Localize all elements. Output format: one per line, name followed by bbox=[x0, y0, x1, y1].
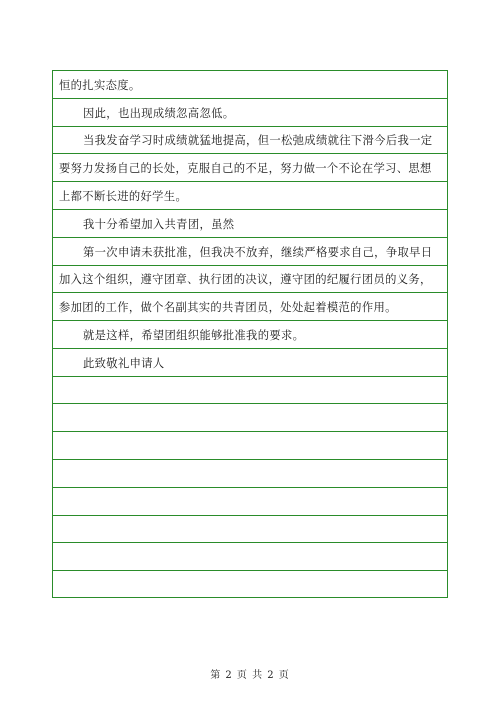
ruled-line bbox=[53, 516, 447, 544]
body-text-line: 参加团的工作，做个名副其实的共青团员，处处起着模范的作用。 bbox=[59, 301, 397, 315]
body-text-line: 因此，也出现成绩忽高忽低。 bbox=[83, 106, 235, 120]
ruled-line bbox=[53, 99, 447, 127]
ruled-line bbox=[53, 127, 447, 155]
page-number-footer: 第 2 页 共 2 页 bbox=[210, 670, 290, 681]
ruled-line bbox=[53, 377, 447, 405]
body-text-line: 当我发奋学习时成绩就猛地提高，但一松弛成绩就往下滑今后我一定 bbox=[83, 134, 433, 148]
body-text-line: 此致敬礼申请人 bbox=[83, 356, 165, 370]
ruled-line bbox=[53, 349, 447, 377]
ruled-line bbox=[53, 404, 447, 432]
ruled-line bbox=[53, 71, 447, 99]
body-text-line: 第一次申请未获批准，但我决不放弃，继续严格要求自己，争取早日 bbox=[83, 245, 433, 259]
body-text-line: 要努力发扬自己的长处，克服自己的不足，努力做一个不论在学习、思想 bbox=[59, 162, 432, 176]
body-text-line: 加入这个组织，遵守团章、执行团的决议，遵守团的纪履行团员的义务， bbox=[59, 273, 432, 287]
ruled-line bbox=[53, 266, 447, 294]
ruled-line bbox=[53, 488, 447, 516]
body-text-line: 上都不断长进的好学生。 bbox=[59, 189, 188, 203]
ruled-line bbox=[53, 571, 447, 599]
body-text-line: 我十分希望加入共青团，虽然 bbox=[83, 217, 235, 231]
body-text-line: 就是这样，希望团组织能够批准我的要求。 bbox=[83, 328, 305, 342]
ruled-line bbox=[53, 460, 447, 488]
ruled-line bbox=[53, 432, 447, 460]
ruled-line bbox=[53, 210, 447, 238]
ruled-line bbox=[53, 543, 447, 571]
lined-paper bbox=[52, 70, 448, 598]
ruled-line bbox=[53, 154, 447, 182]
body-text-line: 恒的扎实态度。 bbox=[59, 78, 141, 92]
ruled-line bbox=[53, 182, 447, 210]
ruled-line bbox=[53, 238, 447, 266]
ruled-line bbox=[53, 293, 447, 321]
ruled-line bbox=[53, 321, 447, 349]
